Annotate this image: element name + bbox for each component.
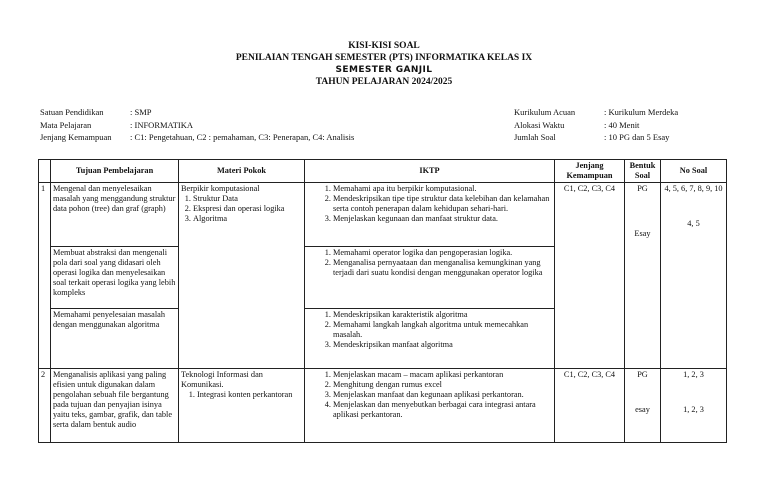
table-row [39, 369, 727, 443]
iktp-list [307, 248, 552, 278]
materi-title: Teknologi Informasi dan Komunikasi. [181, 370, 263, 389]
col-header-materi: Materi Pokok [179, 160, 305, 183]
meta-value: : INFORMATIKA [130, 119, 194, 130]
nosoal-pg: 4, 5, 6, 7, 8, 9, 10 [664, 184, 723, 193]
materi-list [181, 390, 302, 400]
bentuk-pg: PG [637, 184, 648, 193]
nosoal-pg: 1, 2, 3 [683, 370, 704, 379]
meta-key: Jumlah Soal [514, 132, 556, 142]
nosoal-esay: 1, 2, 3 [683, 405, 704, 414]
meta-row [40, 119, 354, 132]
tujuan-cell [51, 247, 179, 309]
row-number: 1 [39, 183, 51, 369]
table-row [39, 183, 727, 247]
meta-row [514, 131, 678, 144]
jenjang-cell: C1, C2, C3, C4 [555, 183, 625, 369]
iktp-cell [305, 247, 555, 309]
jenjang-cell: C1, C2, C3, C4 [555, 369, 625, 443]
meta-row [514, 106, 678, 119]
meta-row [514, 119, 678, 132]
meta-row [40, 106, 354, 119]
meta-key: Kurikulum Acuan [514, 107, 576, 117]
col-header-bentuk: Bentuk Soal [625, 160, 661, 183]
meta-value: : SMP [130, 107, 152, 117]
doc-title: KISI-KISI SOAL [348, 41, 420, 51]
tujuan-cell [51, 369, 179, 443]
meta-right [514, 106, 678, 144]
materi-item: 2. Ekspresi dan operasi logika [193, 204, 302, 214]
bentuk-esay: Esay [634, 229, 651, 238]
iktp-cell [305, 369, 555, 443]
meta-value: : 10 PG dan 5 Esay [604, 132, 670, 142]
materi-title: Berpikir komputasional [181, 184, 260, 193]
tujuan-cell [51, 309, 179, 369]
meta-value: : Kurikulum Merdeka [604, 107, 679, 117]
iktp-item: 1. Memahami operator logika dan pengoperasian logika. [333, 248, 552, 258]
materi-list [181, 194, 302, 224]
row-number: 2 [39, 369, 51, 443]
doc-subtitle: PENILAIAN TENGAH SEMESTER (PTS) INFORMATIKA KELAS IX [235, 53, 533, 63]
bentuk-cell [625, 369, 661, 443]
tujuan-text: Mengenal dan menyelesaikan masalah yang menggandung struktur data pohon (tree) dan graf (graph) [53, 184, 176, 213]
bentuk-pg: PG [637, 370, 648, 379]
tujuan-text: Membuat abstraksi dan mengenali pola dari soal yang didasari oleh operasi logika dan menyelesaikan soal terkait operasi logika yang lebih kompleks [53, 248, 176, 297]
col-header-no [39, 160, 51, 183]
iktp-cell [305, 183, 555, 247]
iktp-item: 2. Mendeskripsikan tipe tipe struktur data kelebihan dan kelamahan serta contoh penerapan dalam kehidupan sehari-hari. [333, 194, 552, 214]
iktp-item: 2. Memahami langkah langkah algoritma untuk memecahkan masalah. [333, 320, 552, 340]
iktp-item: 1. Mendeskripsikan karakteristik algoritma [333, 310, 552, 320]
iktp-item: 3. Mendeskripsikan manfaat algoritma [333, 340, 552, 350]
tujuan-text: Memahami penyelesaian masalah dengan menggunakan algoritma [53, 310, 165, 329]
tujuan-cell [51, 183, 179, 247]
bentuk-cell [625, 183, 661, 369]
iktp-cell [305, 309, 555, 369]
col-header-jenjang: Jenjang Kemampuan [555, 160, 625, 183]
meta-key: Mata Pelajaran [40, 119, 92, 130]
iktp-item: 1. Memahami apa itu berpikir komputasional. [333, 184, 552, 194]
iktp-list [307, 370, 552, 420]
col-header-iktp: IKTP [305, 160, 555, 183]
iktp-item: 3. Menjelaskan manfaat dan kegunaan aplikasi perkantoran. [333, 390, 552, 400]
nosoal-cell [661, 369, 727, 443]
bentuk-esay: esay [635, 405, 650, 414]
iktp-item: 3. Menjelaskan kegunaan dan manfaat struktur data. [333, 214, 552, 224]
table-header-row [39, 160, 727, 183]
meta-key: Alokasi Waktu [514, 119, 565, 130]
materi-item: 3. Algoritma [193, 214, 302, 224]
nosoal-cell [661, 183, 727, 369]
materi-cell [179, 369, 305, 443]
doc-semester: SEMESTER GANJIL [335, 65, 433, 75]
tujuan-text: Menganalisis aplikasi yang paling efisien untuk digunakan dalam pengolahan sebuah file bergantung pada tujuan dan penyajian isinya yaitu teks, gambar, grafik, dan table serta dalam bentuk audio [53, 370, 173, 429]
iktp-item: 4. Menjelaskan dan menyebutkan berbagai cara integrasi antara aplikasi perkantoran. [333, 400, 552, 420]
meta-left [40, 106, 354, 144]
nosoal-esay: 4, 5 [687, 219, 700, 228]
iktp-item: 2. Menghitung dengan rumus excel [333, 380, 552, 390]
iktp-item: 1. Menjelaskan macam – macam aplikasi perkantoran [333, 370, 552, 380]
materi-cell [179, 183, 305, 369]
meta-row [40, 131, 354, 144]
col-header-tujuan: Tujuan Pembelajaran [51, 160, 179, 183]
meta-value: : C1: Pengetahuan, C2 : pemahaman, C3: Penerapan, C4: Analisis [130, 132, 355, 142]
doc-year: TAHUN PELAJARAN 2024/2025 [315, 77, 453, 87]
meta-value: : 40 Menit [604, 119, 640, 130]
iktp-list [307, 184, 552, 224]
meta-key: Jenjang Kemampuan [40, 132, 112, 142]
materi-item: 1. Integrasi konten perkantoran [197, 390, 302, 400]
iktp-list [307, 310, 552, 350]
iktp-item: 2. Menganalisa pernyaataan dan menganalisa kemungkinan yang terjadi dari suatu kondisi dengan menggunakan operator logika [333, 258, 552, 278]
meta-key: Satuan Pendidikan [40, 107, 104, 117]
kisi-kisi-table [38, 159, 727, 443]
col-header-nosoal: No Soal [661, 160, 727, 183]
materi-item: 1. Struktur Data [193, 194, 302, 204]
